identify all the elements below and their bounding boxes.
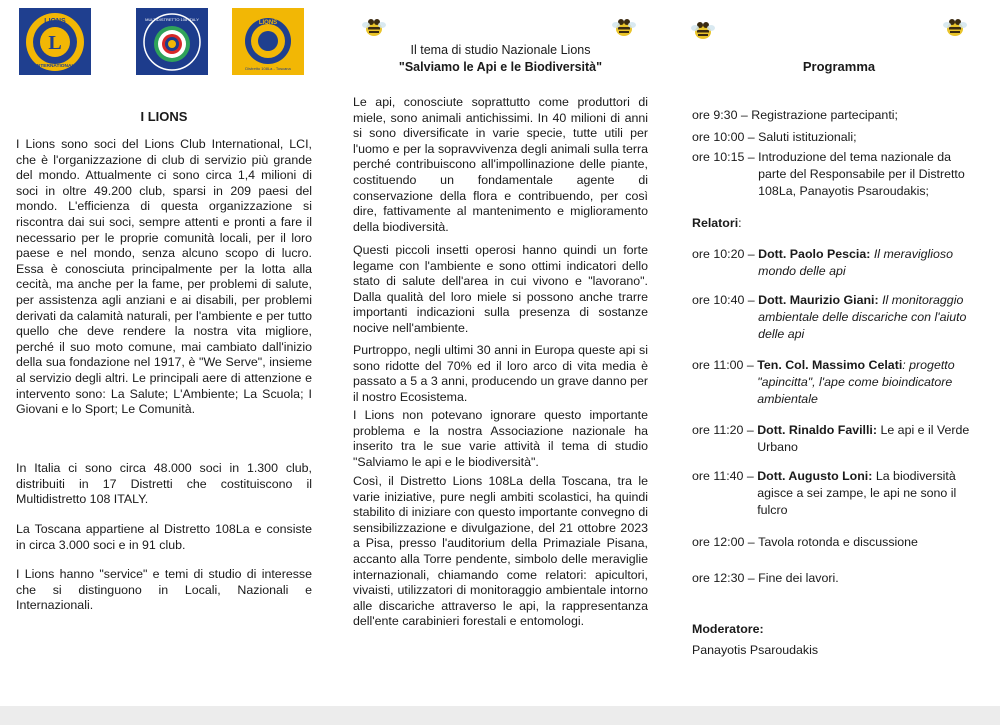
- schedule-time: ore 10:15: [692, 150, 745, 164]
- schedule-row: [692, 107, 988, 124]
- talk-title: Il monitoraggio: [882, 293, 964, 307]
- schedule-text: [758, 149, 988, 200]
- speaker-entry: [757, 422, 988, 456]
- lions-paragraph-4: I Lions hanno "service" e temi di studio di interesse che si distinguono in Locali, Nazionali e Internazionali.: [16, 567, 312, 613]
- speaker-name: Dott. Augusto Loni:: [757, 469, 873, 483]
- tema-paragraph-2: Questi piccoli insetti operosi hanno quindi un forte legame con l'ambiente e sono ottimi indicatori dello stato di salute dell'area in cui vivono e "lavorano". Dalla qualità del loro miele si possono anche trarre importanti indicazioni sulla presenza di sostanze nocive nell'ambiente.: [353, 243, 648, 335]
- bee-icon: [690, 17, 716, 43]
- speaker-time: ore 11:40: [692, 469, 744, 483]
- schedule-dash: –: [744, 571, 759, 585]
- schedule-row: [692, 534, 988, 551]
- speaker-dash: –: [744, 293, 759, 307]
- speaker-row: [692, 422, 988, 456]
- talk-title-continuation: mondo delle api: [758, 264, 846, 278]
- speaker-name: Dott. Paolo Pescia:: [758, 247, 871, 261]
- schedule-row: [692, 149, 988, 200]
- schedule-dash: –: [744, 150, 759, 164]
- column-lions: [16, 0, 312, 706]
- column-programma: [690, 0, 988, 706]
- schedule-time: ore 9:30: [692, 108, 738, 122]
- programma-title: Programma: [802, 59, 876, 74]
- schedule-time: ore 12:00: [692, 535, 745, 549]
- logo1-bottom-text: INTERNATIONAL: [35, 63, 75, 69]
- speaker-time: ore 11:20: [692, 423, 744, 437]
- tema-heading-line2: "Salviamo le Api e le Biodiversità": [398, 60, 603, 74]
- schedule-text-continuation: parte del Responsabile per il Distretto 108La, Panayotis Psaroudakis;: [758, 167, 965, 198]
- talk-title-continuation: "apincitta", l'ape come bioindicatore ambientale: [757, 375, 953, 406]
- speaker-row: [692, 292, 988, 343]
- tema-paragraph-1: Le api, conosciute soprattutto come produttori di miele, sono animali antichissimi. In 40 milioni di anni si sono diversificate in varie specie, tutte utili per l'uomo e per la sopravvivenza degli animali sulla terra perché contribuiscono all'impollinazione delle piante, costituendo un fondamentale agente di conservazione della flora e contribuendo, per così dire, fattivamente al mantenimento e miglioramento della biodiversità.: [353, 95, 648, 234]
- schedule-time: ore 12:30: [692, 571, 745, 585]
- schedule-dash: –: [744, 130, 759, 144]
- speaker-row: [692, 468, 988, 519]
- logo3-bottom-text: Distretto 108La - Toscana: [245, 65, 291, 71]
- moderatore-name: Panayotis Psaroudakis: [692, 643, 819, 657]
- tema-paragraph-3: Purtroppo, negli ultimi 30 anni in Europa queste api si sono ridotte del 70% ed il loro arco di vita media è passato a 5 a 3 anni, producendo un grave danno per il nostro Ecosistema.: [353, 343, 648, 404]
- talk-title: La biodiversità: [875, 469, 956, 483]
- speaker-name: Dott. Rinaldo Favilli:: [757, 423, 877, 437]
- speaker-dash: –: [744, 247, 759, 261]
- bee-icon: [361, 14, 387, 40]
- lions-paragraph-3: La Toscana appartiene al Distretto 108La e consiste in circa 3.000 soci e in 91 club.: [16, 522, 312, 552]
- speaker-dash: –: [743, 423, 758, 437]
- schedule-text: Saluti istituzionali;: [758, 130, 857, 144]
- speaker-name: Dott. Maurizio Giani:: [758, 293, 879, 307]
- schedule-text-line: Introduzione del tema nazionale da: [758, 150, 952, 164]
- schedule-text: Tavola rotonda e discussione: [758, 535, 918, 549]
- schedule-row: [692, 570, 988, 587]
- tema-paragraph-5: Così, il Distretto Lions 108La della Toscana, tra le varie iniziative, pure negli ambiti scolastici, ha quindi stabilito di iniziare con questo importante convegno di sensibilizzazione e divulgazione, del 21 ottobre 2023 a Pisa, presso l'auditorium della Primaziale Pisana, accanto alla Torre pendente, simbolo delle meraviglie internazionali, chiamando come relatori: apicultori, vivaisti, utilizzatori di monitoraggio ambientale intorno alle discariche attraverso le api, la rappresentanza dell'ente carabinieri forestali e entomologi.: [353, 474, 648, 629]
- talk-title: : progetto: [902, 358, 955, 372]
- relatori-label: [692, 216, 742, 230]
- schedule-text: Registrazione partecipanti;: [751, 108, 898, 122]
- speaker-entry: [757, 357, 988, 408]
- speaker-time: ore 10:40: [692, 293, 745, 307]
- logo1-letter: L: [48, 31, 62, 54]
- talk-title-continuation: ambientale delle discariche con l'aiuto delle api: [758, 310, 967, 341]
- logo1-top-text: LIONS: [44, 17, 66, 25]
- speaker-entry: [758, 246, 988, 280]
- logo2-ring-text: MULTIDISTRETTO 108 ITALY: [145, 16, 199, 22]
- moderatore-label: Moderatore:: [692, 622, 764, 636]
- speaker-row: [692, 357, 988, 408]
- schedule-dash: –: [737, 108, 752, 122]
- speaker-name: Ten. Col. Massimo Celati: [757, 358, 903, 372]
- speaker-dash: –: [743, 358, 758, 372]
- schedule-dash: –: [744, 535, 759, 549]
- speaker-entry: [758, 292, 988, 343]
- tema-heading-line1: Il tema di studio Nazionale Lions: [410, 43, 591, 57]
- relatori-label-text: Relatori: [692, 216, 739, 230]
- multidistretto-logo: [136, 8, 208, 75]
- bottom-margin: [0, 706, 1000, 725]
- lions-section-title: I LIONS: [140, 109, 188, 124]
- lions-paragraph-1: I Lions sono soci del Lions Club International, LCI, che è l'organizzazione di club di servizio più grande del mondo. Attualmente ci sono circa 1,4 milioni di soci in oltre 49.200 club, sparsi in 209 paesi del mondo. L'efficienza di questa organizzazione si riscontra dai sui soci, sempre attenti e pronti a fare il necessario per le proprie comunità locali, per il loro paese e nel mondo, senza alcuno scopo di lucro. Essa è conosciuta principalmente per la lotta alla cecità, ma anche per la fame, per problemi di salute, per assistenza agli anziani e ai disabili, per problemi derivati da calamità naturali, per l'ambiente e per tutto quello che deve rendere la nostra vita migliore, perché il suo moto comune, mai cambiato dall'inizio della sua fondazione nel 1917, è "We Serve", insieme al servizio degli altri. Le principali aere di attenzione e intervento sono: La Salute; L'Ambiente; La Scuola; I Giovani e lo Sport; Le Comunità.: [16, 137, 312, 417]
- schedule-time: ore 10:00: [692, 130, 745, 144]
- speaker-row: [692, 246, 988, 280]
- speaker-entry: [757, 468, 988, 519]
- lions-international-logo: [19, 8, 91, 75]
- bee-icon: [942, 14, 968, 40]
- speaker-dash: –: [743, 469, 758, 483]
- distretto-108la-logo: [232, 8, 304, 75]
- lions-paragraph-2: In Italia ci sono circa 48.000 soci in 1.300 club, distribuiti in 17 Distretti che costituiscono il Multidistretto 108 ITALY.: [16, 461, 312, 507]
- speaker-time: ore 11:00: [692, 358, 744, 372]
- talk-title: Le api e il Verde: [880, 423, 970, 437]
- relatori-colon: :: [738, 216, 742, 230]
- talk-title-continuation: agisce a sei zampe, le api ne sono il fulcro: [757, 486, 957, 517]
- schedule-row: [692, 129, 988, 146]
- talk-title: Il meraviglioso: [873, 247, 954, 261]
- column-tema: [353, 0, 648, 706]
- schedule-text: Fine dei lavori.: [758, 571, 839, 585]
- tema-heading: [353, 42, 648, 76]
- logo3-top-text: LIONS: [258, 19, 278, 26]
- talk-title-continuation: Urbano: [757, 440, 798, 454]
- bee-icon: [611, 14, 637, 40]
- tema-paragraph-4: I Lions non potevano ignorare questo importante problema e la nostra Associazione nazionale ha inserito tra le sue varie attività il tema di studio "Salviamo le api e le biodiversità".: [353, 408, 648, 469]
- speaker-time: ore 10:20: [692, 247, 745, 261]
